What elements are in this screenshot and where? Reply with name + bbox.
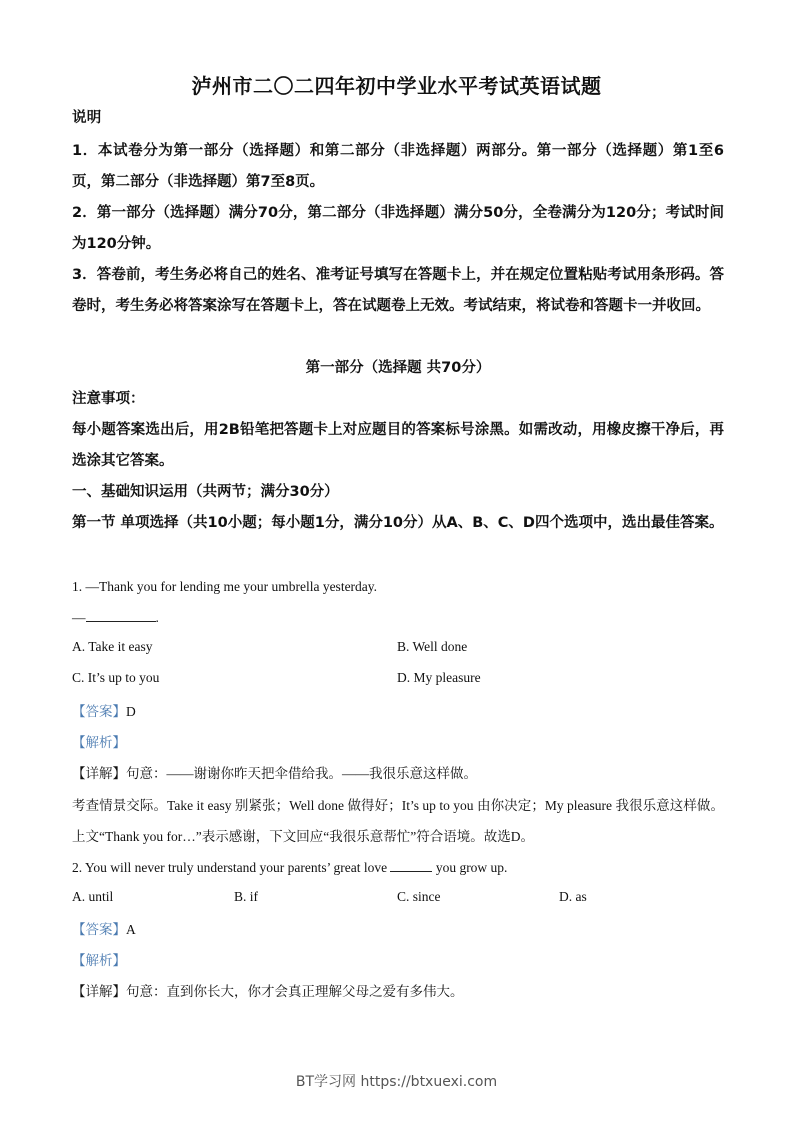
notes-heading: 注意事项： [72,391,145,407]
answer-value: D [126,704,136,719]
question-1-response [72,608,724,628]
question-number: 2. [72,860,83,875]
notes-text: 每小题答案选出后，用2B铅笔把答题卡上对应题目的答案标号涂黑。如需改动，用橡皮擦干净后，再选涂其它答案。 [72,422,724,469]
detail-text: 句意：直到你长大，你才会真正理解父母之爱有多伟大。 [126,984,464,999]
instruction-item-3: 3．答卷前，考生务必将自己的姓名、准考证号填写在答题卡上，并在规定位置粘贴考试用条形码。答卷时，考生务必将答案涂写在答题卡上，答在试题卷上无效。考试结束，将试卷和答题卡一并收回。 [72,267,724,314]
footer-watermark: BT学习网 https://btxuexi.com [295,1074,498,1090]
answer-label: 【答案】 [72,704,126,719]
question-1-explanation: 考查情景交际。Take it easy 别紧张；Well done 做得好；It’s up to you 由你决定；My pleasure 我很乐意这样做。上文“Thank you for…”表示感谢，下文回应“我很乐意帮忙”符合语境。故选D。 [72,798,724,844]
question-text-after: you grow up. [435,860,508,875]
document-title: 泸州市二〇二四年初中学业水平考试英语试题 [191,74,602,98]
question-text: —Thank you for lending me your umbrella yesterday. [85,579,378,594]
question-1-analysis [72,733,724,753]
question-1-answer [72,702,724,722]
answer-blank [390,859,432,872]
analysis-label: 【解析】 [72,735,126,750]
instruction-item-1: 1．本试卷分为第一部分（选择题）和第二部分（非选择题）两部分。第一部分（选择题）第1至6页，第二部分（非选择题）第7至8页。 [72,143,724,190]
subsection-heading: 第一节 单项选择（共10小题；每小题1分，满分10分）从A、B、C、D四个选项中，选出最佳答案。 [72,515,724,531]
answer-label: 【答案】 [72,922,126,937]
answer-value: A [126,922,136,937]
question-2-option-c: C. since [397,889,441,904]
question-1-detail [72,764,724,784]
section-heading: 一、基础知识运用（共两节；满分30分） [72,484,339,500]
question-1-option-b: B. Well done [397,639,468,654]
question-1-stem [72,577,724,597]
question-2-option-b: B. if [234,889,259,904]
analysis-label: 【解析】 [72,953,126,968]
question-2-stem [72,858,724,878]
part-one-heading: 第一部分（选择题 共70分） [305,360,491,376]
question-2-answer [72,920,724,940]
question-1-option-a: A. Take it easy [72,639,153,654]
answer-blank [86,609,156,622]
response-dash: — [72,610,86,625]
question-1-option-c: C. It’s up to you [72,670,160,685]
question-number: 1. [72,579,83,594]
question-text-before: You will never truly understand your parents’ great love [85,860,388,875]
response-period: . [155,610,159,625]
detail-label: 【详解】 [72,984,126,999]
question-2-option-d: D. as [559,889,587,904]
instruction-item-2: 2．第一部分（选择题）满分70分，第二部分（非选择题）满分50分，全卷满分为120分；考试时间为120分钟。 [72,205,724,252]
question-2-analysis [72,951,724,971]
question-2-option-a: A. until [72,889,114,904]
instructions-heading: 说明 [72,110,102,126]
detail-label: 【详解】 [72,766,126,781]
detail-text: 句意：——谢谢你昨天把伞借给我。——我很乐意这样做。 [126,766,477,781]
question-2-detail [72,982,724,1002]
question-1-option-d: D. My pleasure [397,670,481,685]
